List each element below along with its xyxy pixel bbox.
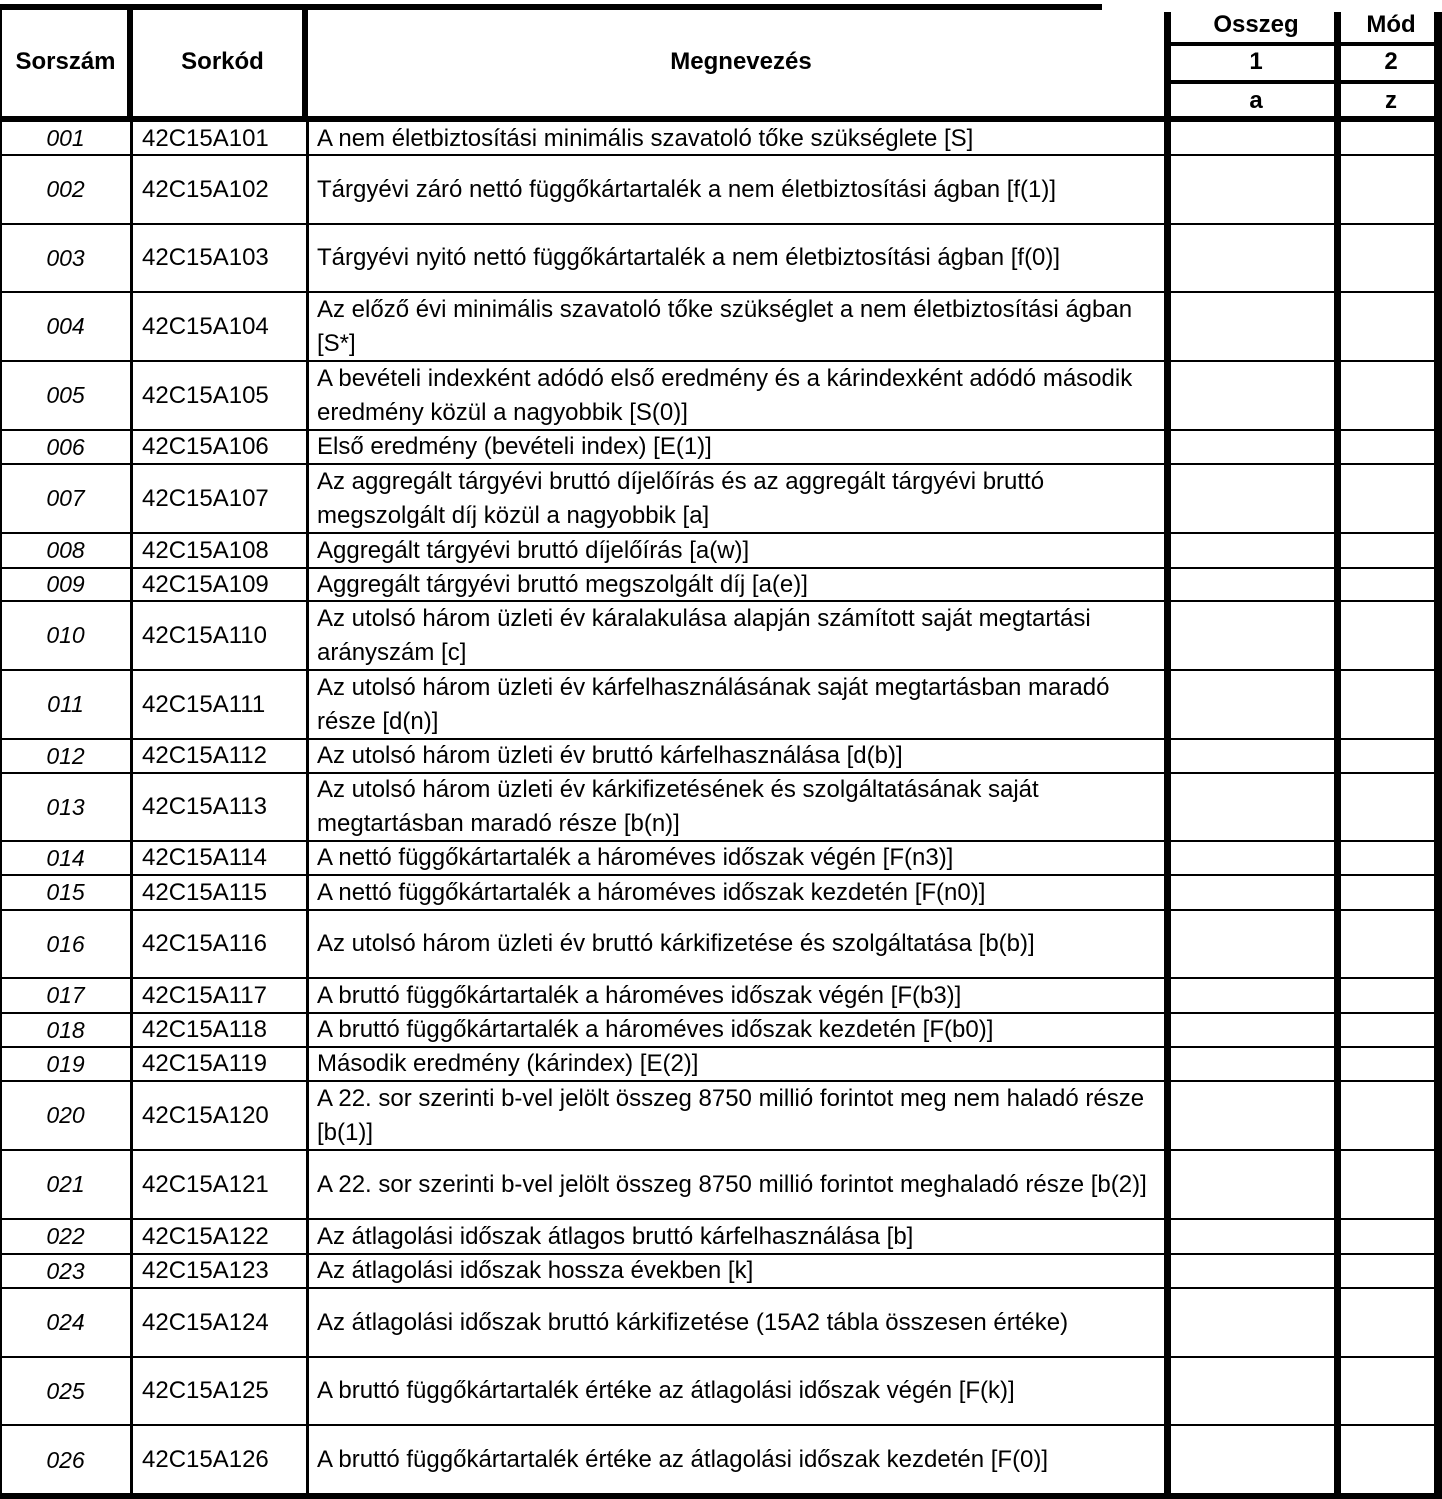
row-divider xyxy=(0,669,1438,671)
row-megnevezes: Az átlagolási időszak bruttó kárkifizetése (15A2 tábla összesen értéke) xyxy=(317,1308,1069,1336)
row-sorszam: 016 xyxy=(46,930,85,957)
row-mod-input[interactable] xyxy=(1344,773,1438,841)
row-divider xyxy=(0,1356,1438,1358)
row-megnevezes: Az átlagolási időszak átlagos bruttó kárfelhasználása [b] xyxy=(317,1222,914,1250)
row-osszeg-input[interactable] xyxy=(1174,1150,1338,1219)
col-rule-thick xyxy=(1164,12,1171,1499)
row-sorkod: 42C15A102 xyxy=(142,175,269,203)
col-rule xyxy=(306,122,309,1495)
row-megnevezes: Aggregált tárgyévi bruttó díjelőírás [a(w)] xyxy=(317,536,750,564)
header-mod-letter: z xyxy=(1385,87,1397,114)
row-sorkod: 42C15A116 xyxy=(142,930,267,957)
row-mod-input[interactable] xyxy=(1344,430,1438,464)
row-megnevezes: Az utolsó három üzleti év bruttó kárfelhasználása [d(b)] xyxy=(317,742,903,769)
row-sorkod: 42C15A117 xyxy=(142,981,267,1009)
row-divider xyxy=(0,1046,1438,1048)
row-sorkod: 42C15A114 xyxy=(142,844,267,871)
col-rule-thick xyxy=(1334,12,1341,1499)
row-osszeg-input[interactable] xyxy=(1174,1288,1338,1357)
row-mod-input[interactable] xyxy=(1344,568,1438,601)
col-rule xyxy=(130,122,133,1495)
row-osszeg-input[interactable] xyxy=(1174,601,1338,670)
row-mod-input[interactable] xyxy=(1344,1013,1438,1047)
row-sorszam: 005 xyxy=(46,382,85,408)
row-megnevezes: Tárgyévi nyitó nettó függőkártartalék a nem életbiztosítási ágban [f(0)] xyxy=(317,244,1061,271)
row-sorkod: 42C15A121 xyxy=(142,1170,269,1198)
row-sorszam: 024 xyxy=(46,1309,85,1335)
row-osszeg-input[interactable] xyxy=(1174,910,1338,978)
left-border xyxy=(0,8,2,1499)
row-megnevezes: A bevételi indexként adódó első eredmény és a kárindexként adódó második eredmény közül a nagyobbik [S(0)] xyxy=(317,364,1133,426)
row-divider xyxy=(0,840,1438,842)
row-mod-input[interactable] xyxy=(1344,533,1438,568)
row-divider xyxy=(0,1149,1438,1151)
row-divider xyxy=(0,738,1438,740)
row-mod-input[interactable] xyxy=(1344,1219,1438,1254)
row-megnevezes: Az átlagolási időszak hossza években [k] xyxy=(317,1257,754,1284)
header-osszeg-num: 1 xyxy=(1249,48,1263,75)
header-subrule xyxy=(1168,80,1440,84)
row-megnevezes: Az utolsó három üzleti év bruttó kárkifizetése és szolgáltatása [b(b)] xyxy=(317,930,1035,957)
header-sorkod: Sorkód xyxy=(181,48,264,75)
row-sorkod: 42C15A112 xyxy=(142,742,267,769)
row-mod-input[interactable] xyxy=(1344,1150,1438,1219)
row-osszeg-input[interactable] xyxy=(1174,1219,1338,1254)
row-sorkod: 42C15A103 xyxy=(142,244,269,271)
row-sorkod: 42C15A113 xyxy=(142,793,267,820)
row-mod-input[interactable] xyxy=(1344,670,1438,739)
row-divider xyxy=(0,567,1438,569)
row-osszeg-input[interactable] xyxy=(1174,224,1338,292)
row-sorkod: 42C15A115 xyxy=(142,878,267,906)
row-megnevezes: A bruttó függőkártartalék értéke az átlagolási időszak végén [F(k)] xyxy=(317,1377,1015,1404)
row-sorkod: 42C15A104 xyxy=(142,312,269,340)
row-osszeg-input[interactable] xyxy=(1174,122,1338,155)
row-megnevezes: A nettó függőkártartalék a hároméves időszak kezdetén [F(n0)] xyxy=(317,878,986,906)
row-mod-input[interactable] xyxy=(1344,739,1438,773)
row-mod-input[interactable] xyxy=(1344,122,1438,155)
row-sorkod: 42C15A118 xyxy=(142,1016,267,1043)
row-osszeg-input[interactable] xyxy=(1174,464,1338,533)
row-sorszam: 025 xyxy=(46,1377,85,1404)
row-osszeg-input[interactable] xyxy=(1174,841,1338,875)
row-osszeg-input[interactable] xyxy=(1174,361,1338,430)
row-divider xyxy=(0,977,1438,979)
row-mod-input[interactable] xyxy=(1344,361,1438,430)
row-sorszam: 002 xyxy=(46,176,85,202)
row-divider xyxy=(0,1253,1438,1255)
header-megnevezes: Megnevezés xyxy=(670,48,812,75)
row-sorszam: 014 xyxy=(46,844,85,871)
row-osszeg-input[interactable] xyxy=(1174,430,1338,464)
row-megnevezes: Az utolsó három üzleti év kárfelhasználásának saját megtartásban maradó része [d(n)] xyxy=(317,673,1110,735)
row-sorkod: 42C15A107 xyxy=(142,484,269,512)
row-megnevezes: Az előző évi minimális szavatoló tőke szükséglet a nem életbiztosítási ágban [S*] xyxy=(317,295,1133,357)
row-osszeg-input[interactable] xyxy=(1174,568,1338,601)
row-osszeg-input[interactable] xyxy=(1174,1013,1338,1047)
row-sorszam: 001 xyxy=(46,125,85,151)
row-mod-input[interactable] xyxy=(1344,155,1438,224)
row-sorszam: 010 xyxy=(46,622,85,648)
row-divider xyxy=(0,1012,1438,1014)
row-megnevezes: Az utolsó három üzleti év káralakulása alapján számított saját megtartási arányszám [c] xyxy=(317,604,1091,666)
row-sorszam: 021 xyxy=(46,1171,85,1197)
row-mod-input[interactable] xyxy=(1344,1357,1438,1425)
row-divider xyxy=(0,600,1438,602)
row-sorkod: 42C15A111 xyxy=(142,690,266,718)
row-osszeg-input[interactable] xyxy=(1174,1081,1338,1150)
row-sorkod: 42C15A122 xyxy=(142,1222,269,1250)
row-megnevezes: A 22. sor szerinti b-vel jelölt összeg 8750 millió forintot meghaladó része [b(2)] xyxy=(317,1170,1147,1198)
row-sorkod: 42C15A108 xyxy=(142,536,269,564)
row-sorkod: 42C15A119 xyxy=(142,1050,267,1077)
row-sorszam: 013 xyxy=(46,793,85,820)
row-mod-input[interactable] xyxy=(1344,292,1438,361)
row-sorkod: 42C15A124 xyxy=(142,1308,269,1336)
row-mod-input[interactable] xyxy=(1344,978,1438,1013)
row-megnevezes: A bruttó függőkártartalék értéke az átlagolási időszak kezdetén [F(0)] xyxy=(317,1446,1049,1473)
row-osszeg-input[interactable] xyxy=(1174,1357,1338,1425)
header-osszeg: Osszeg xyxy=(1213,11,1299,38)
row-megnevezes: Az utolsó három üzleti év kárkifizetésének és szolgáltatásának saját megtartásban maradó része [b(n)] xyxy=(317,776,1039,837)
row-sorkod: 42C15A123 xyxy=(142,1257,269,1284)
row-divider xyxy=(0,1218,1438,1220)
row-megnevezes: A nem életbiztosítási minimális szavatoló tőke szükséglete [S] xyxy=(317,124,974,152)
row-osszeg-input[interactable] xyxy=(1174,155,1338,224)
header-mod: Mód xyxy=(1366,11,1416,38)
row-mod-input[interactable] xyxy=(1344,841,1438,875)
row-sorszam: 018 xyxy=(46,1016,85,1043)
row-sorszam: 022 xyxy=(46,1223,85,1249)
header-sorszam: Sorszám xyxy=(15,48,116,75)
row-sorkod: 42C15A105 xyxy=(142,381,269,409)
row-sorszam: 023 xyxy=(46,1257,85,1284)
row-osszeg-input[interactable] xyxy=(1174,739,1338,773)
row-mod-input[interactable] xyxy=(1344,875,1438,910)
row-sorkod: 42C15A106 xyxy=(142,433,269,460)
row-osszeg-input[interactable] xyxy=(1174,670,1338,739)
row-sorszam: 008 xyxy=(46,537,85,563)
row-sorkod: 42C15A101 xyxy=(142,124,269,152)
row-divider xyxy=(0,1287,1438,1289)
row-mod-input[interactable] xyxy=(1344,1081,1438,1150)
col-rule-header xyxy=(127,8,133,122)
row-osszeg-input[interactable] xyxy=(1174,978,1338,1013)
right-border xyxy=(1434,12,1442,1499)
row-megnevezes: A bruttó függőkártartalék a hároméves időszak kezdetén [F(b0)] xyxy=(317,1016,994,1043)
row-megnevezes: A nettó függőkártartalék a hároméves időszak végén [F(n3)] xyxy=(317,844,954,871)
table-bottom-rule xyxy=(0,1493,1442,1499)
row-divider xyxy=(0,532,1438,534)
row-megnevezes: Tárgyévi záró nettó függőkártartalék a nem életbiztosítási ágban [f(1)] xyxy=(317,175,1057,203)
row-mod-input[interactable] xyxy=(1344,601,1438,670)
row-osszeg-input[interactable] xyxy=(1174,1254,1338,1288)
row-sorszam: 006 xyxy=(46,433,85,460)
row-divider xyxy=(0,291,1438,293)
row-sorkod: 42C15A109 xyxy=(142,570,269,598)
row-sorszam: 017 xyxy=(46,982,85,1008)
row-osszeg-input[interactable] xyxy=(1174,292,1338,361)
row-osszeg-input[interactable] xyxy=(1174,875,1338,910)
row-sorkod: 42C15A120 xyxy=(142,1101,269,1129)
row-megnevezes: Aggregált tárgyévi bruttó megszolgált díj [a(e)] xyxy=(317,570,808,598)
row-divider xyxy=(0,772,1438,774)
row-osszeg-input[interactable] xyxy=(1174,1425,1338,1495)
header-osszeg-letter: a xyxy=(1249,87,1263,114)
row-sorszam: 009 xyxy=(46,571,85,597)
row-divider xyxy=(0,154,1438,156)
col-rule-header xyxy=(302,8,308,122)
row-mod-input[interactable] xyxy=(1344,464,1438,533)
row-sorszam: 020 xyxy=(46,1102,85,1128)
row-mod-input[interactable] xyxy=(1344,1288,1438,1357)
row-sorkod: 42C15A125 xyxy=(142,1377,269,1404)
row-megnevezes: Második eredmény (kárindex) [E(2)] xyxy=(317,1050,699,1077)
row-osszeg-input[interactable] xyxy=(1174,773,1338,841)
row-sorszam: 004 xyxy=(46,313,85,339)
row-mod-input[interactable] xyxy=(1344,1425,1438,1495)
row-sorszam: 012 xyxy=(46,742,85,769)
row-sorszam: 015 xyxy=(46,879,85,905)
row-sorkod: 42C15A126 xyxy=(142,1446,269,1473)
header-subrule xyxy=(1168,42,1440,46)
row-sorszam: 019 xyxy=(46,1050,85,1077)
row-sorszam: 003 xyxy=(46,244,85,271)
row-osszeg-input[interactable] xyxy=(1174,533,1338,568)
row-divider xyxy=(0,463,1438,465)
row-osszeg-input[interactable] xyxy=(1174,1047,1338,1081)
row-megnevezes: Az aggregált tárgyévi bruttó díjelőírás és az aggregált tárgyévi bruttó megszolgált díj közül a nagyobbik [a] xyxy=(317,467,1045,529)
row-megnevezes: A 22. sor szerinti b-vel jelölt összeg 8750 millió forintot meg nem haladó része [b(1)] xyxy=(317,1084,1145,1146)
row-sorkod: 42C15A110 xyxy=(142,621,267,649)
row-divider xyxy=(0,429,1438,431)
row-mod-input[interactable] xyxy=(1344,910,1438,978)
row-divider xyxy=(0,223,1438,225)
row-mod-input[interactable] xyxy=(1344,1254,1438,1288)
header-top-rule xyxy=(0,4,1102,10)
row-sorszam: 007 xyxy=(46,485,85,511)
row-sorszam: 026 xyxy=(46,1446,85,1473)
row-divider xyxy=(0,1080,1438,1082)
row-mod-input[interactable] xyxy=(1344,1047,1438,1081)
row-divider xyxy=(0,360,1438,362)
header-mod-num: 2 xyxy=(1384,48,1398,75)
row-megnevezes: Első eredmény (bevételi index) [E(1)] xyxy=(317,433,712,460)
row-divider xyxy=(0,1424,1438,1426)
row-divider xyxy=(0,874,1438,876)
row-divider xyxy=(0,909,1438,911)
row-mod-input[interactable] xyxy=(1344,224,1438,292)
row-sorszam: 011 xyxy=(47,691,84,717)
row-megnevezes: A bruttó függőkártartalék a hároméves időszak végén [F(b3)] xyxy=(317,981,962,1009)
